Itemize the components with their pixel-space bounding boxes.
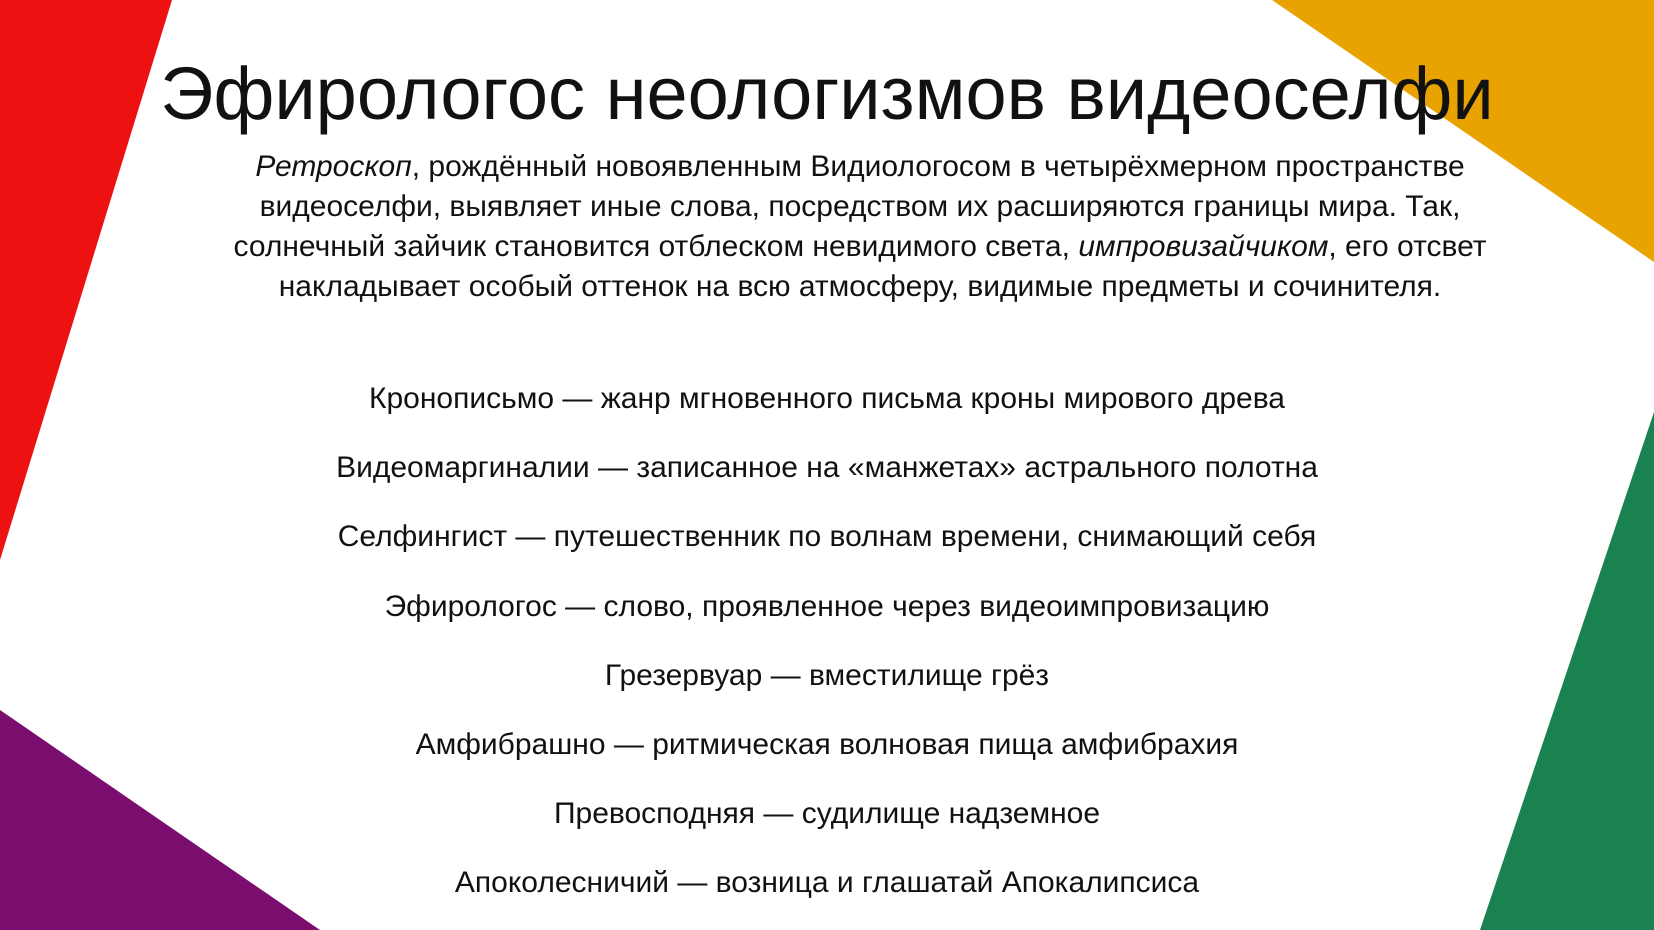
intro-lead-italic: Ретроскоп (255, 150, 412, 183)
list-item: Грезервуар — вместилище грёз (604, 659, 1050, 692)
list-item: Эфирологос — слово, проявленное через видеоимпровизацию (384, 590, 1270, 623)
intro-text-part1: , рождённый новоявленным Видиологосом в четырёхмерном пространстве видеоселфи, выявляет иные слова, посредством их расширяются границы мира. Так, солнечный зайчик становится отблеском невидимого света, (233, 150, 1465, 263)
list-item: Видеомаргиналии — записанное на «манжетах» астрального полотна (336, 451, 1318, 484)
intro-mid-italic: импровизайчиком (1078, 230, 1329, 263)
list-item: Селфингист — путешественник по волнам времени, снимающий себя (337, 520, 1317, 553)
list-item: Апоколесничий — возница и глашатай Апокалипсиса (454, 866, 1200, 899)
list-item: Амфибрашно — ритмическая волновая пища амфибрахия (415, 728, 1239, 761)
list-item: Превосподняя — судилище надземное (553, 797, 1101, 830)
slide-title: Эфирологос неологизмов видеоселфи (160, 52, 1494, 135)
intro-text-part2: , его отсвет накладывает особый оттенок на всю атмосферу, видимые предметы и сочинителя. (278, 230, 1487, 303)
list-item: Кронописьмо — жанр мгновенного письма кроны мирового древа (368, 382, 1285, 415)
